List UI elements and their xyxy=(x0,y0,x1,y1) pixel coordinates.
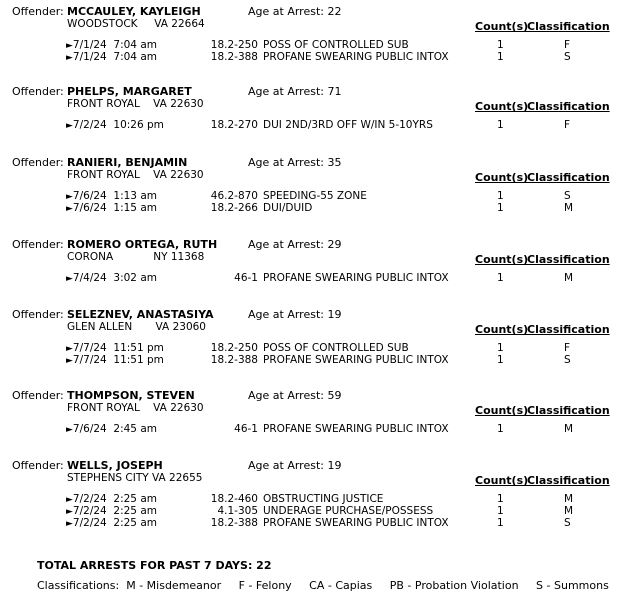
charge-time: 7:04 am xyxy=(113,39,157,51)
charge-count: 1 xyxy=(497,119,504,131)
arrow-icon: ► xyxy=(66,425,73,435)
count-header: Count(s) xyxy=(475,100,529,113)
offender-label: Offender: xyxy=(12,85,64,98)
offender-label: Offender: xyxy=(12,308,64,321)
charge-date: 7/6/24 xyxy=(72,423,107,435)
charge-datetime xyxy=(66,343,164,354)
age-at-arrest xyxy=(248,460,341,471)
charge-date: 7/6/24 xyxy=(72,202,107,214)
classification-header: Classification xyxy=(527,323,610,336)
arrow-icon: ► xyxy=(66,274,73,284)
offender-label: Offender: xyxy=(12,156,64,169)
statute-code: 18.2-270 xyxy=(210,119,258,131)
offender-address: FRONT ROYAL VA 22630 xyxy=(67,402,204,414)
age-at-arrest xyxy=(248,6,341,17)
charge-date: 7/2/24 xyxy=(72,119,107,131)
statute-code: 18.2-250 xyxy=(210,342,258,354)
age-value: 22 xyxy=(327,5,342,18)
age-value: 71 xyxy=(327,85,342,98)
offender-address: WOODSTOCK VA 22664 xyxy=(67,18,205,30)
charge-classification: S xyxy=(564,51,571,63)
arrow-icon: ► xyxy=(66,495,73,505)
charge-description: PROFANE SWEARING PUBLIC INTOX xyxy=(263,272,449,284)
age-label: Age at Arrest: xyxy=(248,85,324,98)
charge-count: 1 xyxy=(497,423,504,435)
offender-block xyxy=(0,309,619,379)
offender-name: SELEZNEV, ANASTASIYA xyxy=(67,308,214,321)
statute-code: 18.2-388 xyxy=(210,51,258,63)
charge-description: POSS OF CONTROLLED SUB xyxy=(263,342,409,354)
charge-description: SPEEDING-55 ZONE xyxy=(263,190,367,202)
statute-code: 18.2-388 xyxy=(210,354,258,366)
charge-count: 1 xyxy=(497,354,504,366)
offender-block xyxy=(0,86,619,156)
count-header: Count(s) xyxy=(475,404,529,417)
offender-block xyxy=(0,6,619,76)
statute-code: 46.2-870 xyxy=(210,190,258,202)
charge-classification: F xyxy=(564,39,571,51)
arrow-icon: ► xyxy=(66,41,73,51)
age-label: Age at Arrest: xyxy=(248,389,324,402)
charge-classification: M xyxy=(564,202,574,214)
charge-row xyxy=(0,52,619,64)
offender-label: Offender: xyxy=(12,238,64,251)
statute-code: 46-1 xyxy=(234,423,258,435)
arrow-icon: ► xyxy=(66,204,73,214)
offender-address: FRONT ROYAL VA 22630 xyxy=(67,169,204,181)
charge-description: PROFANE SWEARING PUBLIC INTOX xyxy=(263,354,449,366)
charge-time: 2:25 am xyxy=(113,505,157,517)
charge-datetime xyxy=(66,52,157,63)
classification-header: Classification xyxy=(527,474,610,487)
offender-label: Offender: xyxy=(12,389,64,402)
charge-date: 7/2/24 xyxy=(72,517,107,529)
charge-classification: M xyxy=(564,505,574,517)
age-label: Age at Arrest: xyxy=(248,5,324,18)
charge-description: PROFANE SWEARING PUBLIC INTOX xyxy=(263,517,449,529)
charge-count: 1 xyxy=(497,342,504,354)
charge-datetime xyxy=(66,203,157,214)
charge-datetime xyxy=(66,191,157,202)
charge-time: 1:15 am xyxy=(113,202,157,214)
age-label: Age at Arrest: xyxy=(248,238,324,251)
charge-datetime xyxy=(66,273,157,284)
charge-description: DUI/DUID xyxy=(263,202,313,214)
charge-datetime xyxy=(66,120,164,131)
charge-time: 10:26 pm xyxy=(113,119,164,131)
offender-name: RANIERI, BENJAMIN xyxy=(67,156,188,169)
age-at-arrest xyxy=(248,390,341,401)
classification-legend: Classifications: M - Misdemeanor F - Felony CA - Capias PB - Probation Violation S - Summons xyxy=(37,579,609,592)
charge-datetime xyxy=(66,40,157,51)
classification-header: Classification xyxy=(527,20,610,33)
arrow-icon: ► xyxy=(66,192,73,202)
charge-time: 11:51 pm xyxy=(113,342,164,354)
arrow-icon: ► xyxy=(66,356,73,366)
charge-date: 7/1/24 xyxy=(72,39,107,51)
charge-description: OBSTRUCTING JUSTICE xyxy=(263,493,384,505)
charge-description: PROFANE SWEARING PUBLIC INTOX xyxy=(263,51,449,63)
charge-classification: M xyxy=(564,493,574,505)
charge-classification: F xyxy=(564,119,571,131)
offender-address: CORONA NY 11368 xyxy=(67,251,205,263)
age-label: Age at Arrest: xyxy=(248,308,324,321)
charge-time: 2:25 am xyxy=(113,493,157,505)
charge-classification: F xyxy=(564,342,571,354)
charge-date: 7/7/24 xyxy=(72,354,107,366)
charge-classification: M xyxy=(564,272,574,284)
offender-block xyxy=(0,239,619,309)
offender-block xyxy=(0,390,619,460)
charge-classification: S xyxy=(564,517,571,529)
offender-label: Offender: xyxy=(12,459,64,472)
charge-count: 1 xyxy=(497,39,504,51)
count-header: Count(s) xyxy=(475,253,529,266)
classification-header: Classification xyxy=(527,404,610,417)
count-header: Count(s) xyxy=(475,474,529,487)
charge-count: 1 xyxy=(497,493,504,505)
offender-name: WELLS, JOSEPH xyxy=(67,459,163,472)
offender-block xyxy=(0,460,619,530)
charge-datetime xyxy=(66,494,157,505)
charge-count: 1 xyxy=(497,51,504,63)
count-header: Count(s) xyxy=(475,323,529,336)
age-at-arrest xyxy=(248,239,341,250)
charge-count: 1 xyxy=(497,272,504,284)
charge-time: 1:13 am xyxy=(113,190,157,202)
age-value: 59 xyxy=(327,389,342,402)
offender-address: GLEN ALLEN VA 23060 xyxy=(67,321,206,333)
charge-date: 7/1/24 xyxy=(72,51,107,63)
charge-datetime xyxy=(66,506,157,517)
age-value: 19 xyxy=(327,459,342,472)
age-label: Age at Arrest: xyxy=(248,156,324,169)
offender-name: MCCAULEY, KAYLEIGH xyxy=(67,5,201,18)
arrow-icon: ► xyxy=(66,519,73,529)
statute-code: 4.1-305 xyxy=(217,505,258,517)
charge-date: 7/2/24 xyxy=(72,505,107,517)
offender-name: ROMERO ORTEGA, RUTH xyxy=(67,238,218,251)
classification-header: Classification xyxy=(527,253,610,266)
age-at-arrest xyxy=(248,309,341,320)
offender-label: Offender: xyxy=(12,5,64,18)
charge-time: 11:51 pm xyxy=(113,354,164,366)
charge-row xyxy=(0,120,619,132)
charge-date: 7/7/24 xyxy=(72,342,107,354)
statute-code: 18.2-460 xyxy=(210,493,258,505)
age-value: 19 xyxy=(327,308,342,321)
charge-count: 1 xyxy=(497,202,504,214)
charge-row xyxy=(0,518,619,530)
statute-code: 18.2-388 xyxy=(210,517,258,529)
arrow-icon: ► xyxy=(66,53,73,63)
charge-time: 7:04 am xyxy=(113,51,157,63)
statute-code: 18.2-266 xyxy=(210,202,258,214)
offender-address: FRONT ROYAL VA 22630 xyxy=(67,98,204,110)
age-value: 35 xyxy=(327,156,342,169)
statute-code: 46-1 xyxy=(234,272,258,284)
charge-row xyxy=(0,424,619,436)
charge-row xyxy=(0,273,619,285)
offender-block xyxy=(0,157,619,227)
charge-time: 3:02 am xyxy=(113,272,157,284)
charge-description: PROFANE SWEARING PUBLIC INTOX xyxy=(263,423,449,435)
charge-time: 2:25 am xyxy=(113,517,157,529)
charge-classification: M xyxy=(564,423,574,435)
charge-count: 1 xyxy=(497,517,504,529)
total-arrests: TOTAL ARRESTS FOR PAST 7 DAYS: 22 xyxy=(37,559,272,572)
charge-row xyxy=(0,203,619,215)
charge-date: 7/2/24 xyxy=(72,493,107,505)
charge-description: POSS OF CONTROLLED SUB xyxy=(263,39,409,51)
count-header: Count(s) xyxy=(475,171,529,184)
charge-description: UNDERAGE PURCHASE/POSSESS xyxy=(263,505,434,517)
arrow-icon: ► xyxy=(66,121,73,131)
charge-date: 7/6/24 xyxy=(72,190,107,202)
charge-time: 2:45 am xyxy=(113,423,157,435)
age-at-arrest xyxy=(248,86,341,97)
age-at-arrest xyxy=(248,157,341,168)
arrow-icon: ► xyxy=(66,344,73,354)
classification-header: Classification xyxy=(527,171,610,184)
charge-description: DUI 2ND/3RD OFF W/IN 5-10YRS xyxy=(263,119,433,131)
charge-datetime xyxy=(66,518,157,529)
charge-row xyxy=(0,355,619,367)
charge-classification: S xyxy=(564,190,571,202)
arrow-icon: ► xyxy=(66,507,73,517)
charge-classification: S xyxy=(564,354,571,366)
offender-name: PHELPS, MARGARET xyxy=(67,85,192,98)
age-label: Age at Arrest: xyxy=(248,459,324,472)
charge-count: 1 xyxy=(497,190,504,202)
charge-date: 7/4/24 xyxy=(72,272,107,284)
age-value: 29 xyxy=(327,238,342,251)
offender-name: THOMPSON, STEVEN xyxy=(67,389,195,402)
charge-datetime xyxy=(66,355,164,366)
offender-address: STEPHENS CITY VA 22655 xyxy=(67,472,203,484)
charge-count: 1 xyxy=(497,505,504,517)
classification-header: Classification xyxy=(527,100,610,113)
charge-datetime xyxy=(66,424,157,435)
statute-code: 18.2-250 xyxy=(210,39,258,51)
count-header: Count(s) xyxy=(475,20,529,33)
